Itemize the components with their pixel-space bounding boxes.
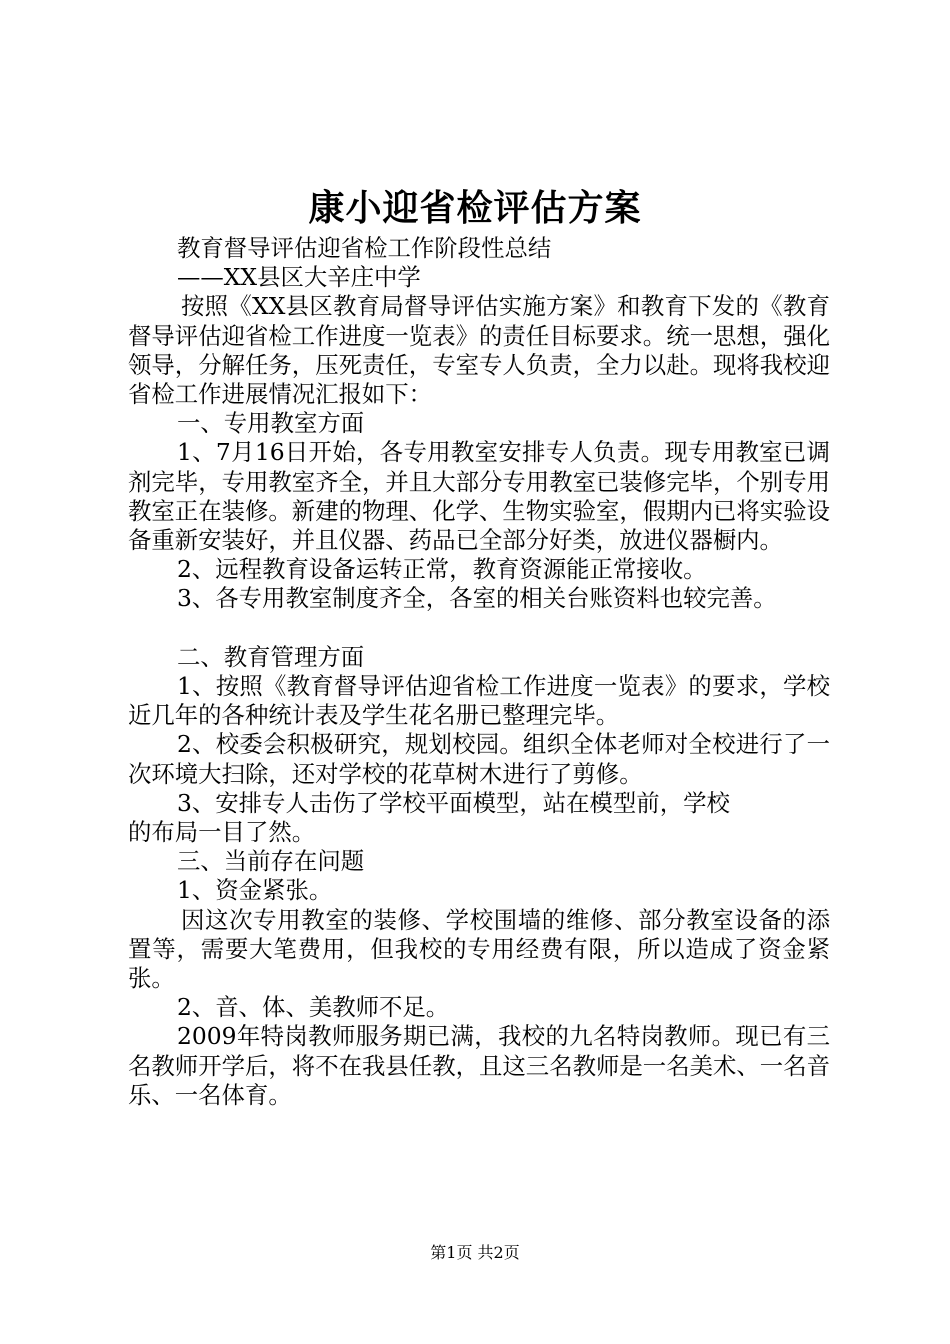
document-title: 康小迎省检评估方案 bbox=[308, 187, 642, 229]
paragraph-3-2-detail: 2009年特岗教师服务期已满，我校的九名特岗教师。现已有三名教师开学后，将不在我县任教，且这三名教师是一名美术、一名音乐、一名体育。 bbox=[128, 1022, 830, 1109]
section-heading-3: 三、当前存在问题 bbox=[177, 847, 365, 876]
section-heading-1: 一、专用教室方面 bbox=[177, 409, 365, 438]
intro-paragraph: 按照《XX县区教育局督导评估实施方案》和教育下发的《教育督导评估迎省检工作进度一览表》的责任目标要求。统一思想，强化领导，分解任务，压死责任，专室专人负责，全力以赴。现将我校迎省检工作进展情况汇报如下： bbox=[128, 292, 830, 409]
paragraph-1-1: 1、7月16日开始，各专用教室安排专人负责。现专用教室已调剂完毕，专用教室齐全，并且大部分专用教室已装修完毕，个别专用教室正在装修。新建的物理、化学、生物实验室，假期内已将实验设备重新安装好，并且仪器、药品已全部分好类，放进仪器橱内。 bbox=[128, 438, 830, 555]
school-name: ——XX县区大辛庄中学 bbox=[177, 263, 421, 292]
paragraph-1-3: 3、各专用教室制度齐全，各室的相关台账资料也较完善。 bbox=[177, 584, 777, 613]
paragraph-2-1: 1、按照《教育督导评估迎省检工作进度一览表》的要求，学校近几年的各种统计表及学生花名册已整理完毕。 bbox=[128, 672, 830, 730]
page-footer: 第1页 共2页 bbox=[430, 1243, 520, 1262]
paragraph-3-1-detail: 因这次专用教室的装修、学校围墙的维修、部分教室设备的添置等，需要大笔费用，但我校的专用经费有限，所以造成了资金紧张。 bbox=[128, 905, 830, 993]
blank-line bbox=[128, 614, 830, 643]
document-body bbox=[128, 234, 830, 1110]
paragraph-2-2: 2、校委会积极研究，规划校园。组织全体老师对全校进行了一次环境大扫除，还对学校的花草树木进行了剪修。 bbox=[128, 730, 830, 788]
paragraph-1-2: 2、远程教育设备运转正常，教育资源能正常接收。 bbox=[177, 555, 707, 584]
subtitle: 教育督导评估迎省检工作阶段性总结 bbox=[177, 234, 552, 262]
paragraph-2-3: 3、安排专人击伤了学校平面模型，站在模型前，学校 bbox=[177, 788, 730, 817]
paragraph-3-2: 2、音、体、美教师不足。 bbox=[177, 993, 450, 1022]
paragraph-3-1: 1、资金紧张。 bbox=[177, 876, 333, 905]
paragraph-2-3-continued: 的布局一目了然。 bbox=[128, 818, 316, 847]
section-heading-2: 二、教育管理方面 bbox=[177, 642, 365, 671]
